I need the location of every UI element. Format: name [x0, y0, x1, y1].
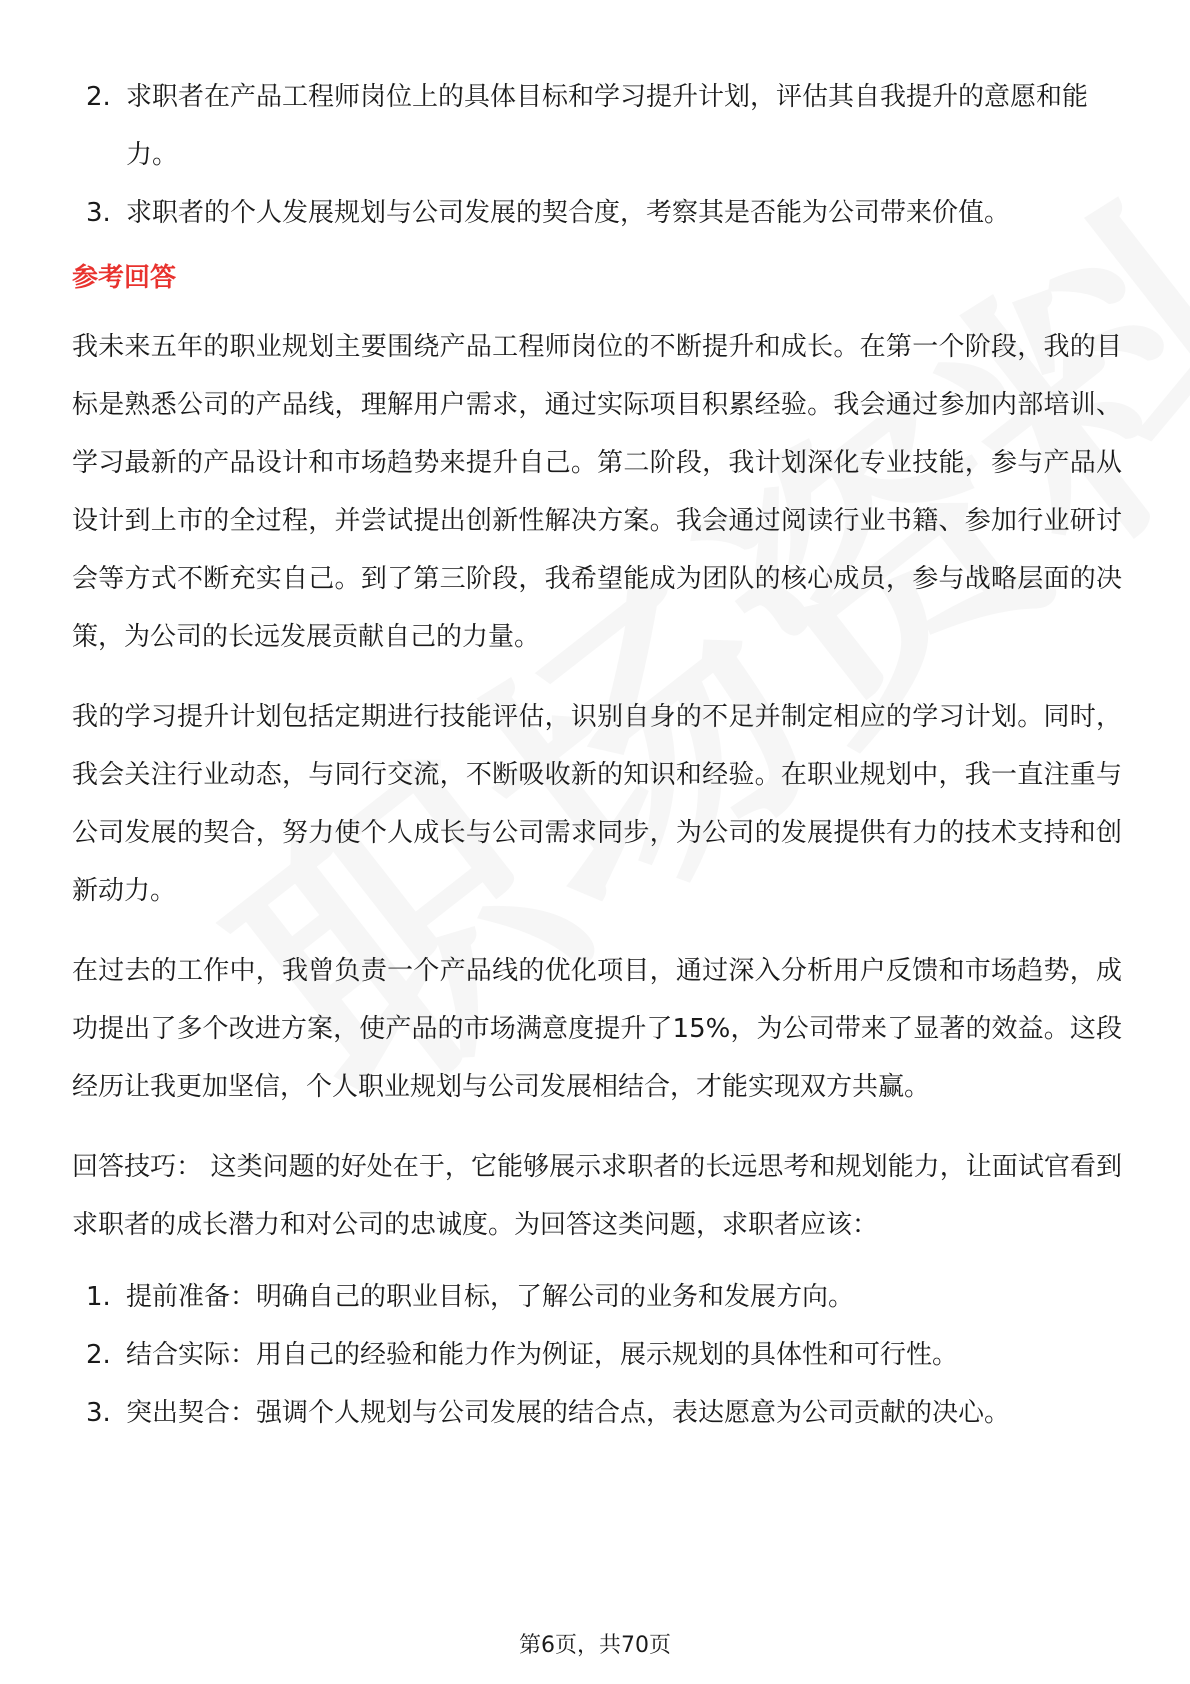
list-item-text: 突出契合：强调个人规划与公司发展的结合点，表达愿意为公司贡献的决心。	[126, 1398, 1011, 1428]
assessment-points-list	[72, 68, 1122, 242]
tips-list	[72, 1268, 1122, 1442]
list-item-text: 提前准备：明确自己的职业目标，了解公司的业务和发展方向。	[126, 1282, 855, 1312]
list-item-number: 2.	[86, 1340, 111, 1370]
page-number-footer: 第6页，共70页	[519, 1633, 671, 1658]
list-item	[72, 68, 1122, 184]
answer-paragraph: 在过去的工作中，我曾负责一个产品线的优化项目，通过深入分析用户反馈和市场趋势，成功提出了多个改进方案，使产品的市场满意度提升了15%，为公司带来了显著的效益。这段经历让我更加坚信，个人职业规划与公司发展相结合，才能实现双方共赢。	[72, 956, 1122, 1102]
list-item-number: 1.	[86, 1282, 111, 1312]
list-item	[72, 1384, 1122, 1442]
answer-paragraph: 我未来五年的职业规划主要围绕产品工程师岗位的不断提升和成长。在第一个阶段，我的目标是熟悉公司的产品线，理解用户需求，通过实际项目积累经验。我会通过参加内部培训、学习最新的产品设计和市场趋势来提升自己。第二阶段，我计划深化专业技能，参与产品从设计到上市的全过程，并尝试提出创新性解决方案。我会通过阅读行业书籍、参加行业研讨会等方式不断充实自己。到了第三阶段，我希望能成为团队的核心成员，参与战略层面的决策，为公司的长远发展贡献自己的力量。	[72, 332, 1122, 652]
list-item-text: 结合实际：用自己的经验和能力作为例证，展示规划的具体性和可行性。	[126, 1340, 959, 1370]
list-item-text: 求职者在产品工程师岗位上的具体目标和学习提升计划，评估其自我提升的意愿和能力。	[126, 82, 1089, 170]
list-item	[72, 1326, 1122, 1384]
page-content	[72, 68, 1122, 1442]
answer-tips-paragraph: 回答技巧： 这类问题的好处在于，它能够展示求职者的长远思考和规划能力，让面试官看到求职者的成长潜力和对公司的忠诚度。为回答这类问题，求职者应该：	[72, 1152, 1122, 1240]
list-item-text: 求职者的个人发展规划与公司发展的契合度，考察其是否能为公司带来价值。	[126, 198, 1011, 228]
list-item-number: 2.	[86, 82, 111, 112]
list-item	[72, 184, 1122, 242]
list-item-number: 3.	[86, 198, 111, 228]
list-item	[72, 1268, 1122, 1326]
section-heading-reference-answer: 参考回答	[72, 263, 177, 293]
list-item-number: 3.	[86, 1398, 111, 1428]
answer-paragraph: 我的学习提升计划包括定期进行技能评估，识别自身的不足并制定相应的学习计划。同时，我会关注行业动态，与同行交流，不断吸收新的知识和经验。在职业规划中，我一直注重与公司发展的契合，努力使个人成长与公司需求同步，为公司的发展提供有力的技术支持和创新动力。	[72, 702, 1122, 906]
